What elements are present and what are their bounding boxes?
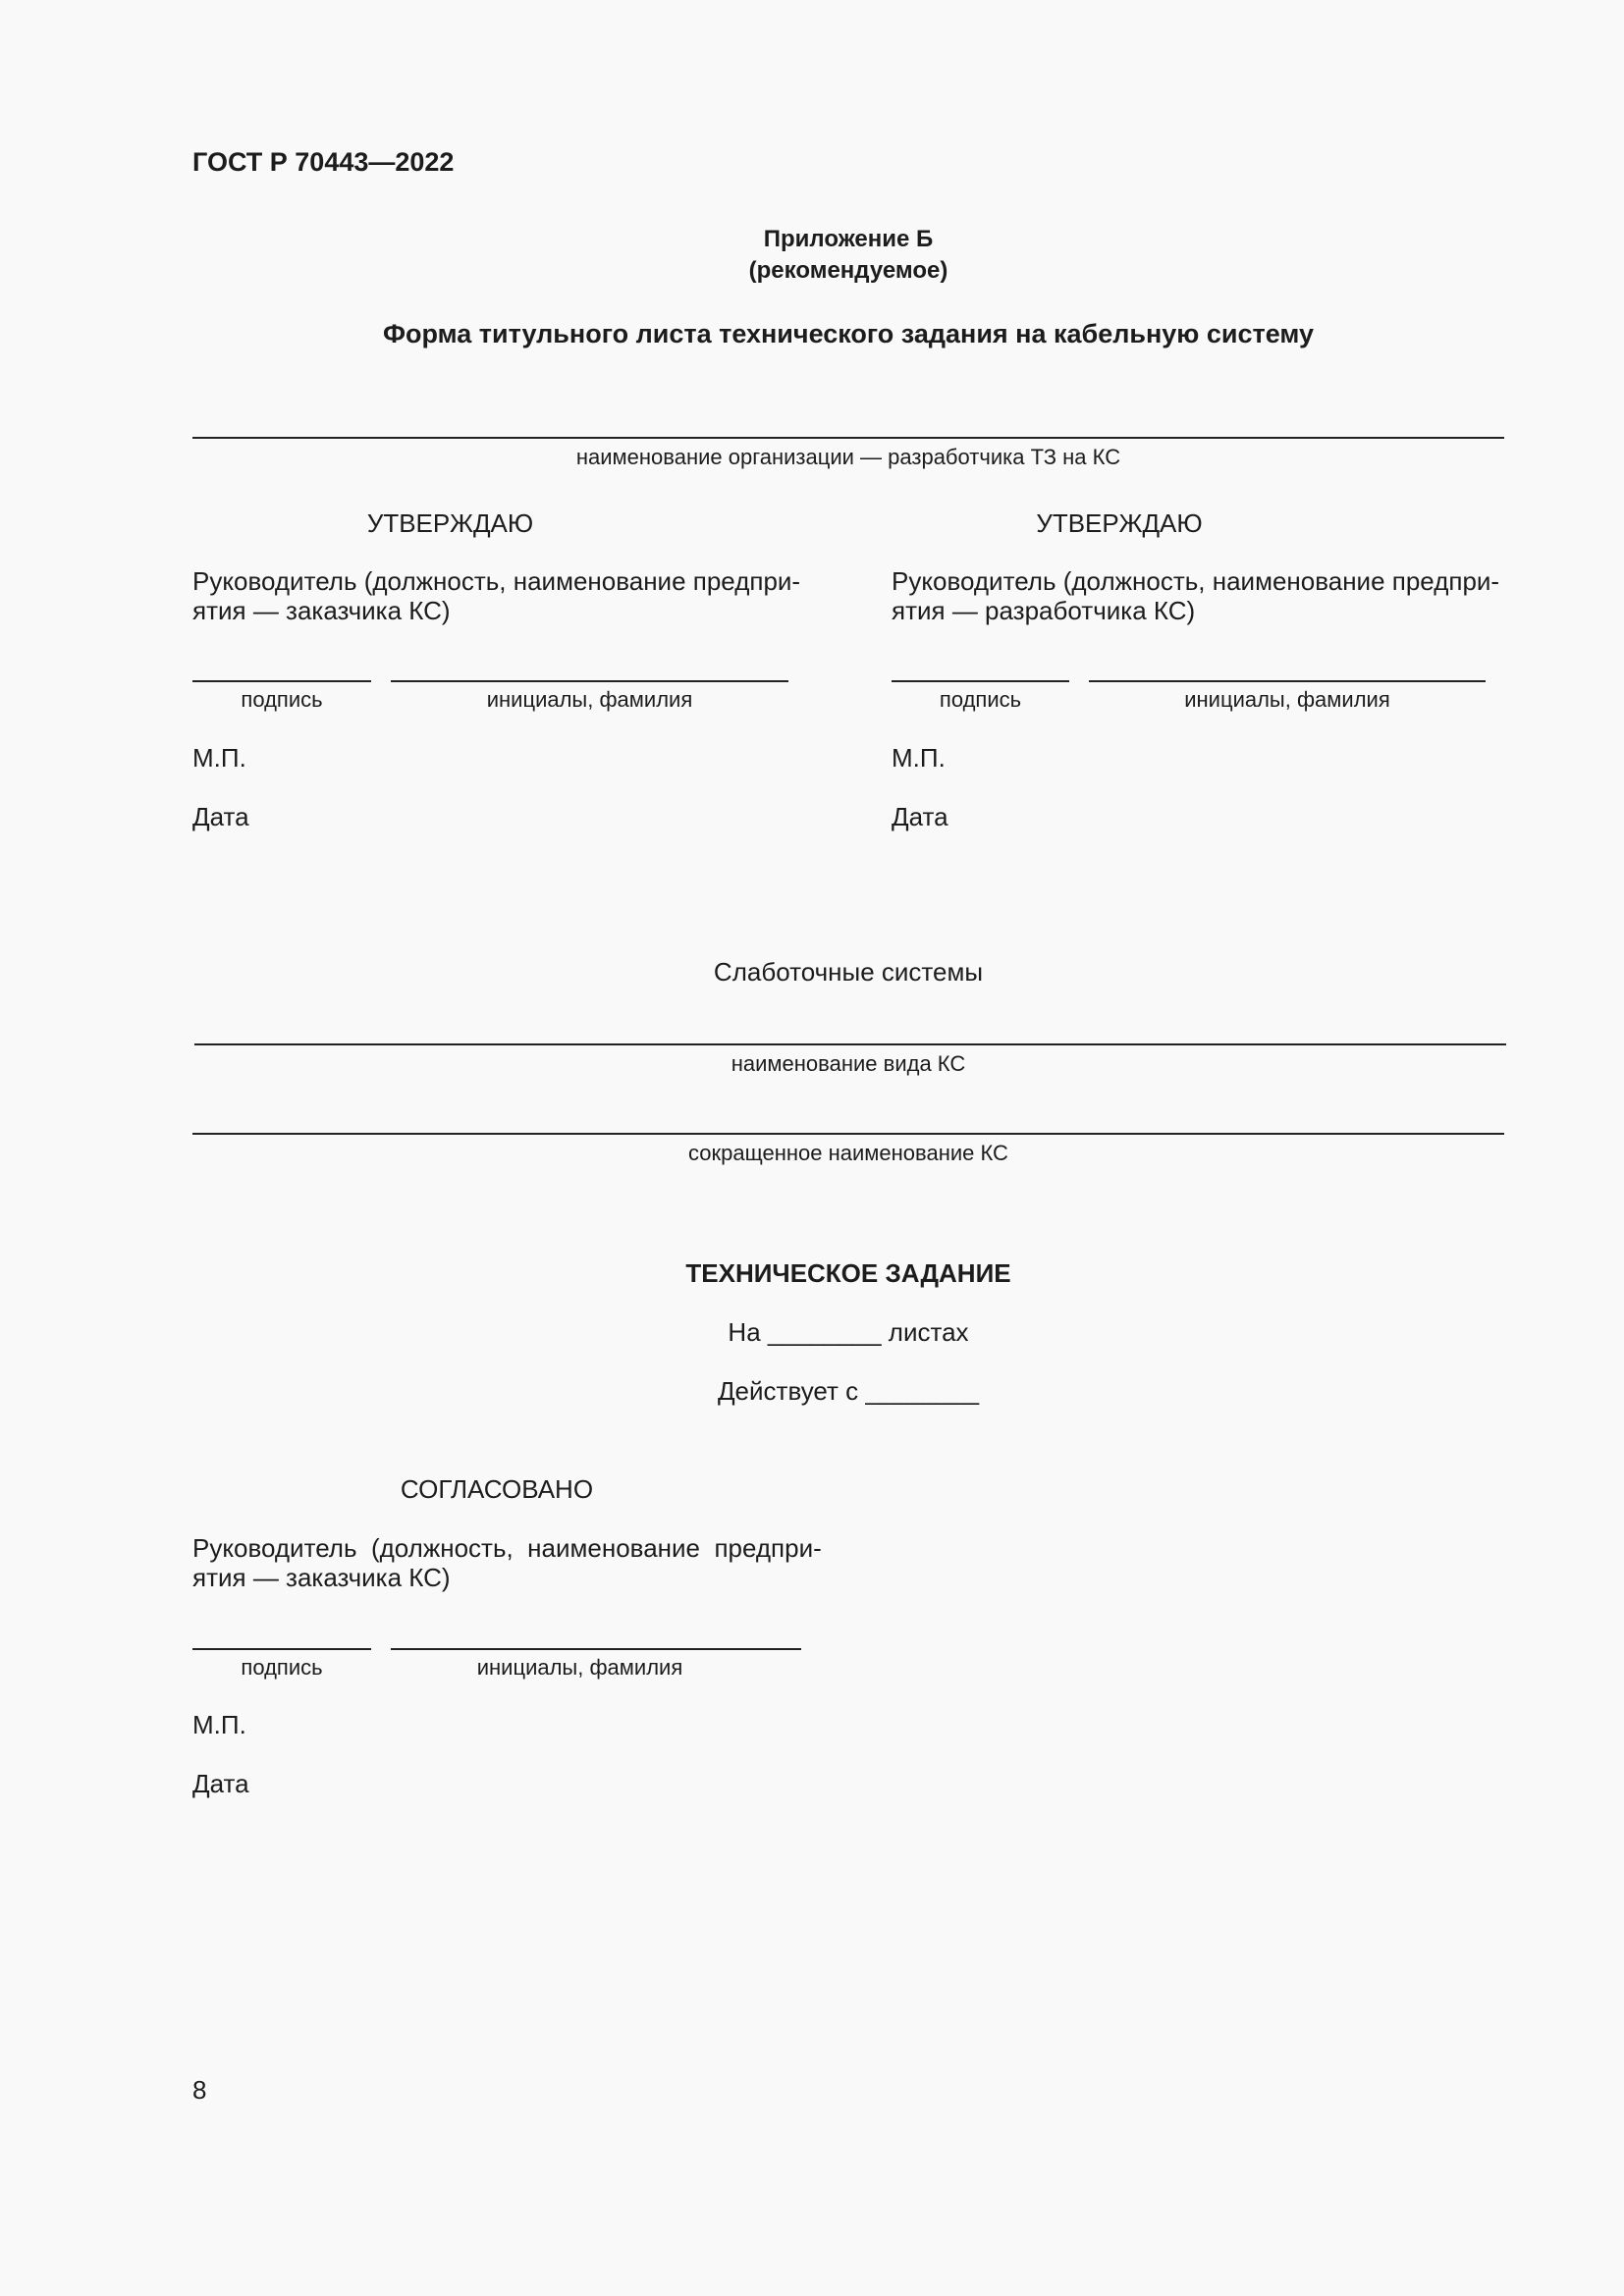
approve-left-name-caption: инициалы, фамилия [486, 687, 693, 712]
approve-left-heading: УТВЕРЖДАЮ [366, 508, 534, 538]
approve-right-heading: УТВЕРЖДАЮ [1036, 508, 1203, 538]
approve-right-name-line [1089, 680, 1486, 682]
approve-right-name-caption: инициалы, фамилия [1184, 687, 1390, 712]
document-standard-number: ГОСТ Р 70443—2022 [192, 147, 455, 177]
system-kind-value: Слаботочные системы [713, 957, 984, 987]
agreed-date: Дата [192, 1769, 249, 1798]
approve-right-role-line1: Руководитель (должность, наименование предпри- [892, 566, 1500, 596]
agreed-heading: СОГЛАСОВАНО [400, 1474, 594, 1504]
agreed-role-line1: Руководитель (должность, наименование предпри- [192, 1533, 822, 1563]
organization-caption: наименование организации — разработчика ТЗ на КС [575, 445, 1121, 469]
approve-right-signature-line [892, 680, 1069, 682]
document-pages-line: На ________ листах [728, 1317, 969, 1347]
appendix-title: Приложение Б [763, 226, 934, 252]
approve-left-role-line2: ятия — заказчика КС) [192, 596, 451, 625]
agreed-role-line2: ятия — заказчика КС) [192, 1563, 451, 1592]
approve-left-date: Дата [192, 802, 249, 831]
appendix-status: (рекомендуемое) [748, 257, 948, 284]
approve-right-signature-caption: подпись [939, 687, 1022, 712]
system-short-name-line [192, 1133, 1504, 1135]
agreed-name-line [391, 1648, 801, 1650]
approve-right-date: Дата [892, 802, 948, 831]
agreed-signature-caption: подпись [241, 1655, 323, 1680]
approve-left-name-line [391, 680, 788, 682]
agreed-signature-line [192, 1648, 371, 1650]
form-title: Форма титульного листа технического задания на кабельную систему [382, 319, 1315, 348]
system-kind-caption: наименование вида КС [731, 1051, 966, 1076]
organization-name-line [192, 437, 1504, 439]
document-valid-from-line: Действует с ________ [717, 1376, 980, 1406]
approve-right-role-line2: ятия — разработчика КС) [892, 596, 1196, 625]
system-short-name-caption: сокращенное наименование КС [688, 1141, 1008, 1165]
approve-left-signature-caption: подпись [241, 687, 323, 712]
agreed-name-caption: инициалы, фамилия [476, 1655, 683, 1680]
approve-right-seal: М.П. [892, 743, 946, 773]
approve-left-role-line1: Руководитель (должность, наименование предпри- [192, 566, 801, 596]
document-title: ТЕХНИЧЕСКОЕ ЗАДАНИЕ [685, 1258, 1011, 1288]
system-kind-line [194, 1043, 1506, 1045]
approve-left-seal: М.П. [192, 743, 246, 773]
agreed-seal: М.П. [192, 1710, 246, 1739]
page-number: 8 [192, 2075, 207, 2105]
approve-left-signature-line [192, 680, 371, 682]
